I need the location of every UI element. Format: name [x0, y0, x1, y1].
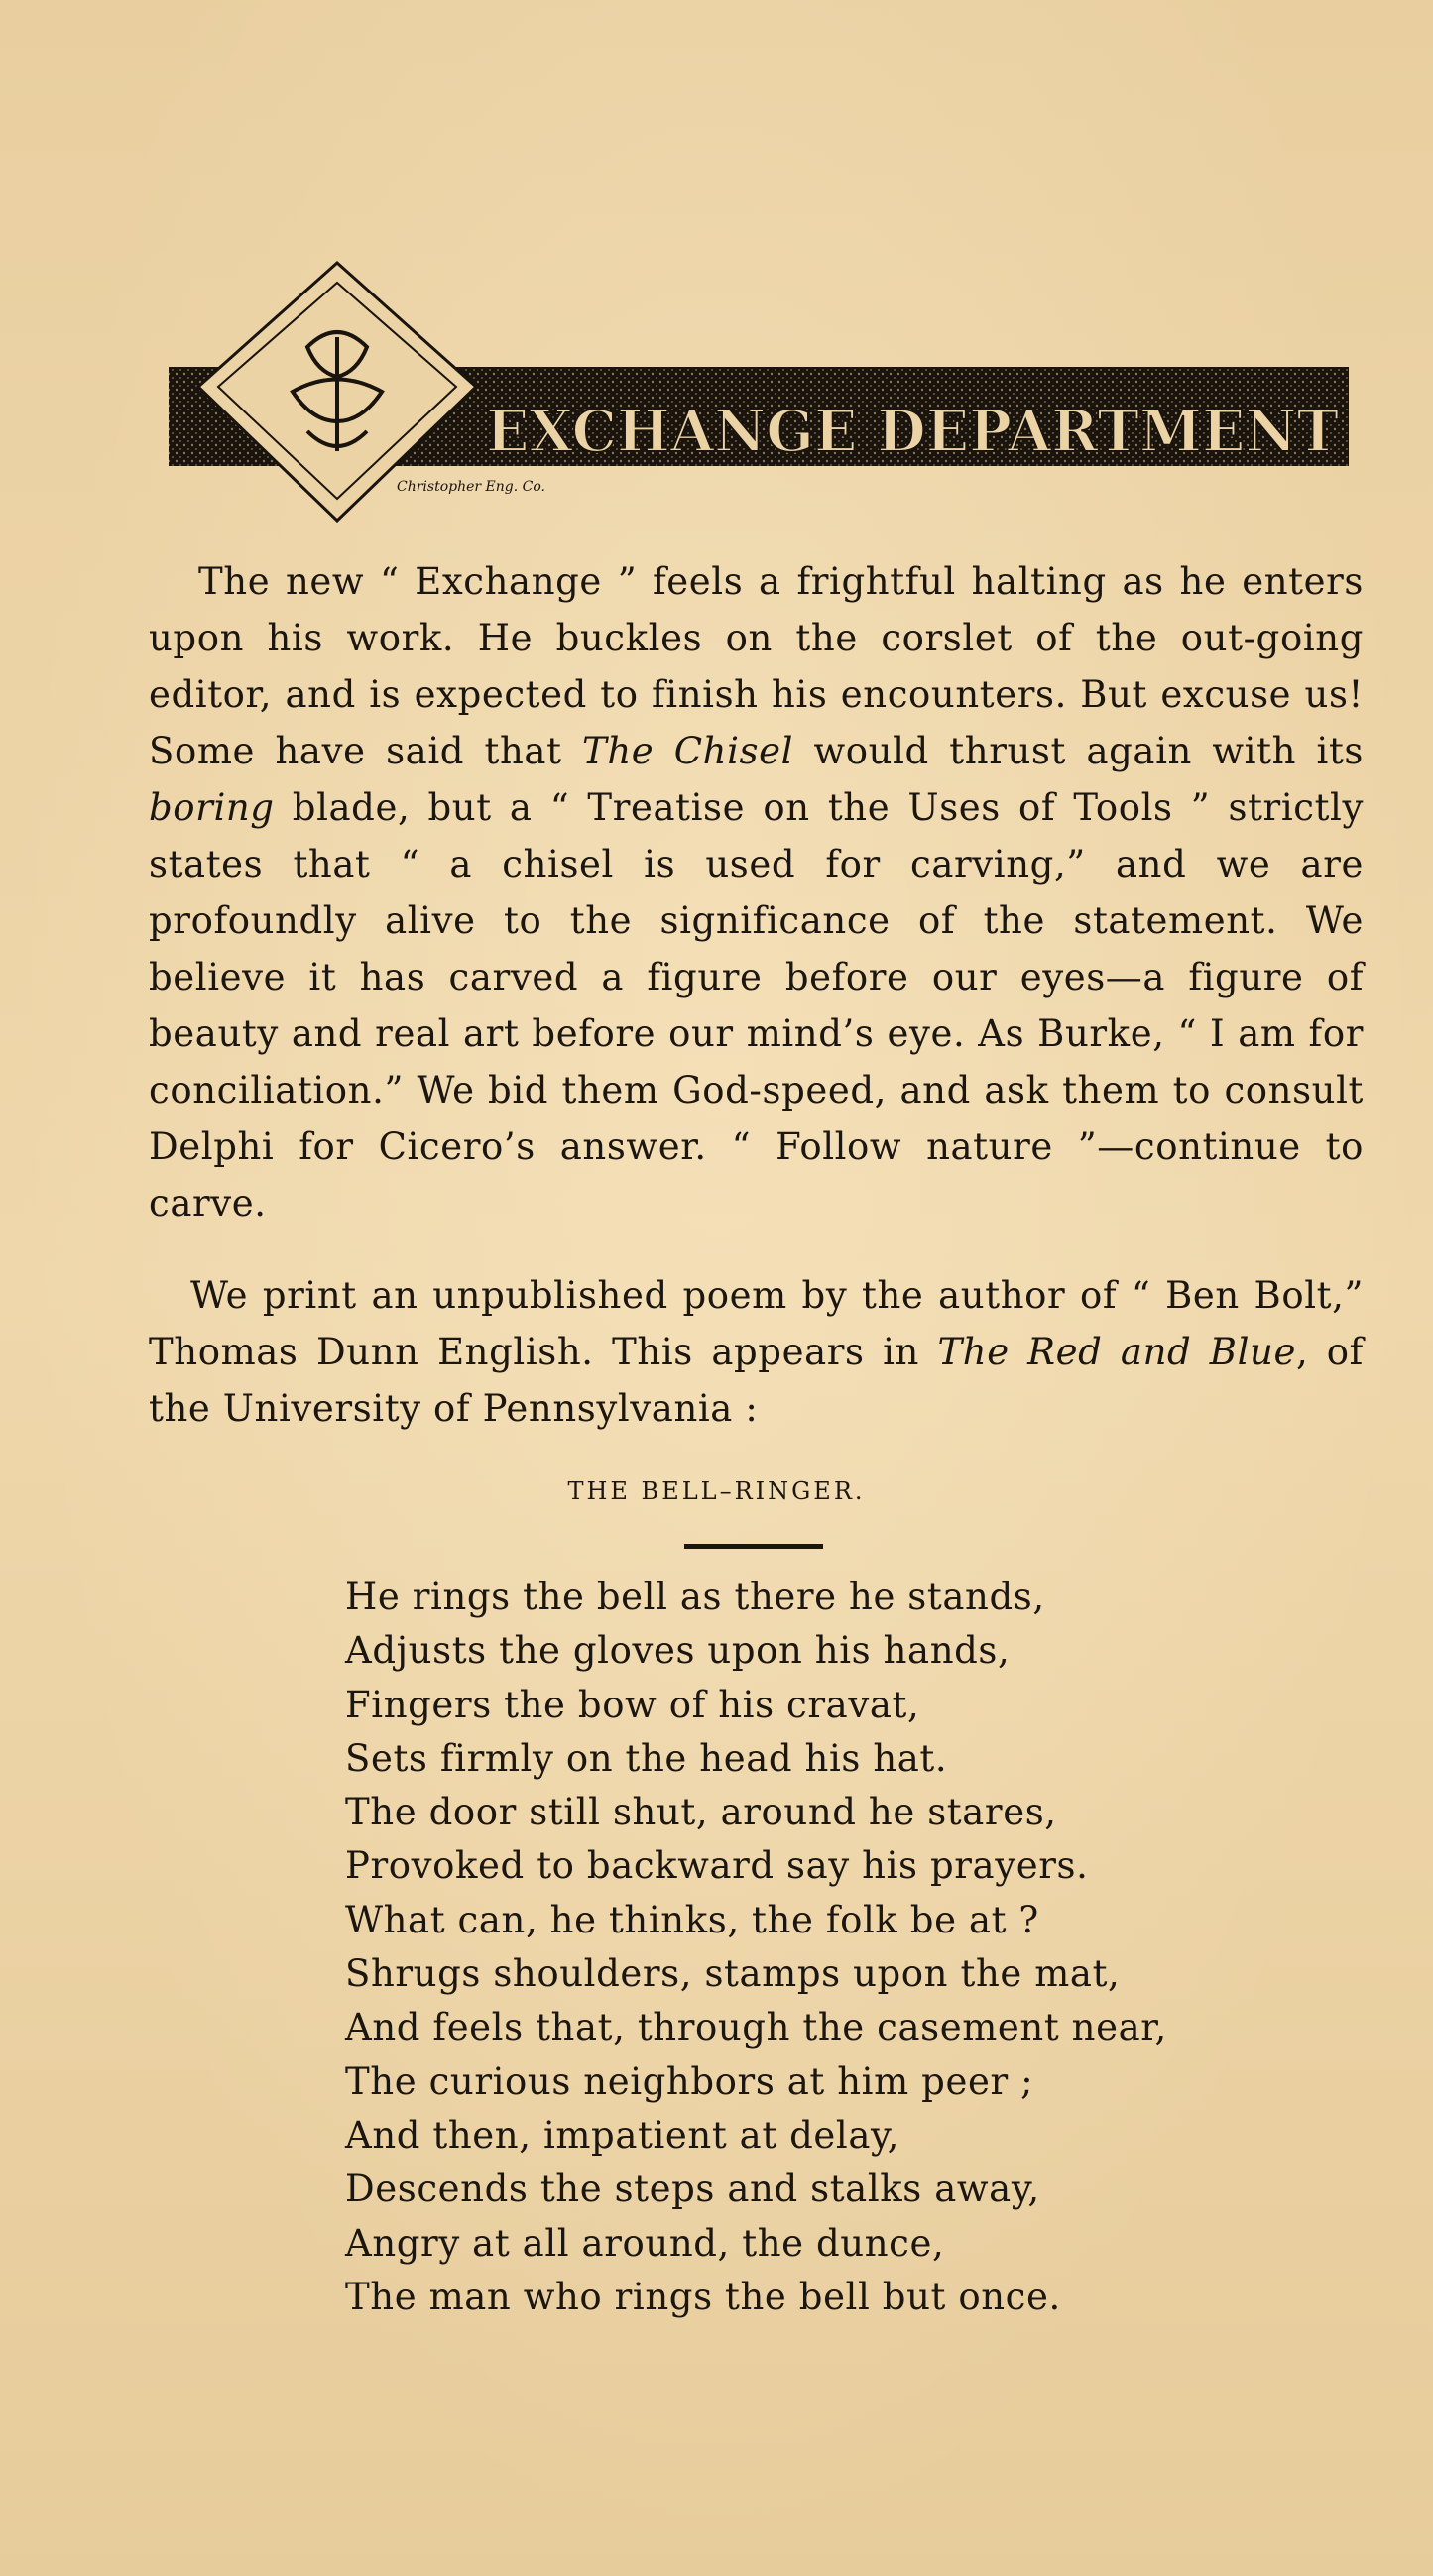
poem-line: The door still shut, around he stares,: [345, 1791, 1057, 1834]
para1-text-5: blade, but a “ Treatise on the Uses of Tools ” strictly states that “ a chisel is used for carving,” and we are profoundly alive to the significance of the statement. We believe it has carved a figure before our eyes—a figure of beauty and real art before our mind’s eye. As Burke, “ I am for conciliation.” We bid them God-speed, and ask them to consult Delphi for Cicero’s answer. “ Follow nature ”—continue to carve.: [149, 786, 1364, 1225]
poem-line: What can, he thinks, the folk be at ?: [345, 1898, 1039, 1941]
the-chisel-title: The Chisel: [582, 730, 794, 772]
exchange-intro-paragraph: [149, 553, 1364, 1231]
poem-intro-paragraph: [149, 1267, 1364, 1437]
poem-line: Sets firmly on the head his hat.: [345, 1736, 948, 1780]
poem-line: And feels that, through the casement near,: [345, 2006, 1167, 2049]
poem-line: Fingers the bow of his cravat,: [345, 1683, 920, 1726]
boring-word: boring: [149, 786, 275, 829]
poem-body: [345, 1571, 1167, 2324]
para1-text-1: The new “ Exchange ” feels a frightful halting as he enters upon his work. He buckles on the corslet of the out-going editor, and is expected to finish his encounters. But excuse us! Some have said that: [149, 560, 1364, 772]
poem-line: Angry at all around, the dunce,: [345, 2221, 945, 2265]
poem-line: Descends the steps and stalks away,: [345, 2167, 1040, 2211]
poem-line: And then, impatient at delay,: [345, 2113, 899, 2157]
poem-line: He rings the bell as there he stands,: [345, 1576, 1045, 1618]
para2-text-3: , of the University of Pennsylvania :: [149, 1331, 1364, 1430]
poem-title-rule: [684, 1544, 823, 1549]
poem-line: Provoked to backward say his prayers.: [345, 1844, 1089, 1888]
para2-text-1: We print an unpublished poem by the author of “ Ben Bolt,” Thomas Dunn English. This appears in: [149, 1274, 1364, 1373]
engraver-credit: Christopher Eng. Co.: [397, 479, 545, 495]
poem-line: Adjusts the gloves upon his hands,: [345, 1629, 1011, 1673]
exchange-department-header: [159, 253, 1349, 540]
poem-line: The man who rings the bell but once.: [345, 2275, 1061, 2318]
poem-title: THE BELL–RINGER.: [567, 1477, 866, 1505]
para1-text-3: would thrust again with its: [793, 730, 1364, 772]
poem-line: The curious neighbors at him peer ;: [345, 2059, 1034, 2103]
red-and-blue-title: The Red and Blue: [937, 1331, 1296, 1373]
poem-line: Shrugs shoulders, stamps upon the mat,: [345, 1952, 1121, 1996]
header-title: EXCHANGE DEPARTMENT: [486, 398, 1339, 465]
